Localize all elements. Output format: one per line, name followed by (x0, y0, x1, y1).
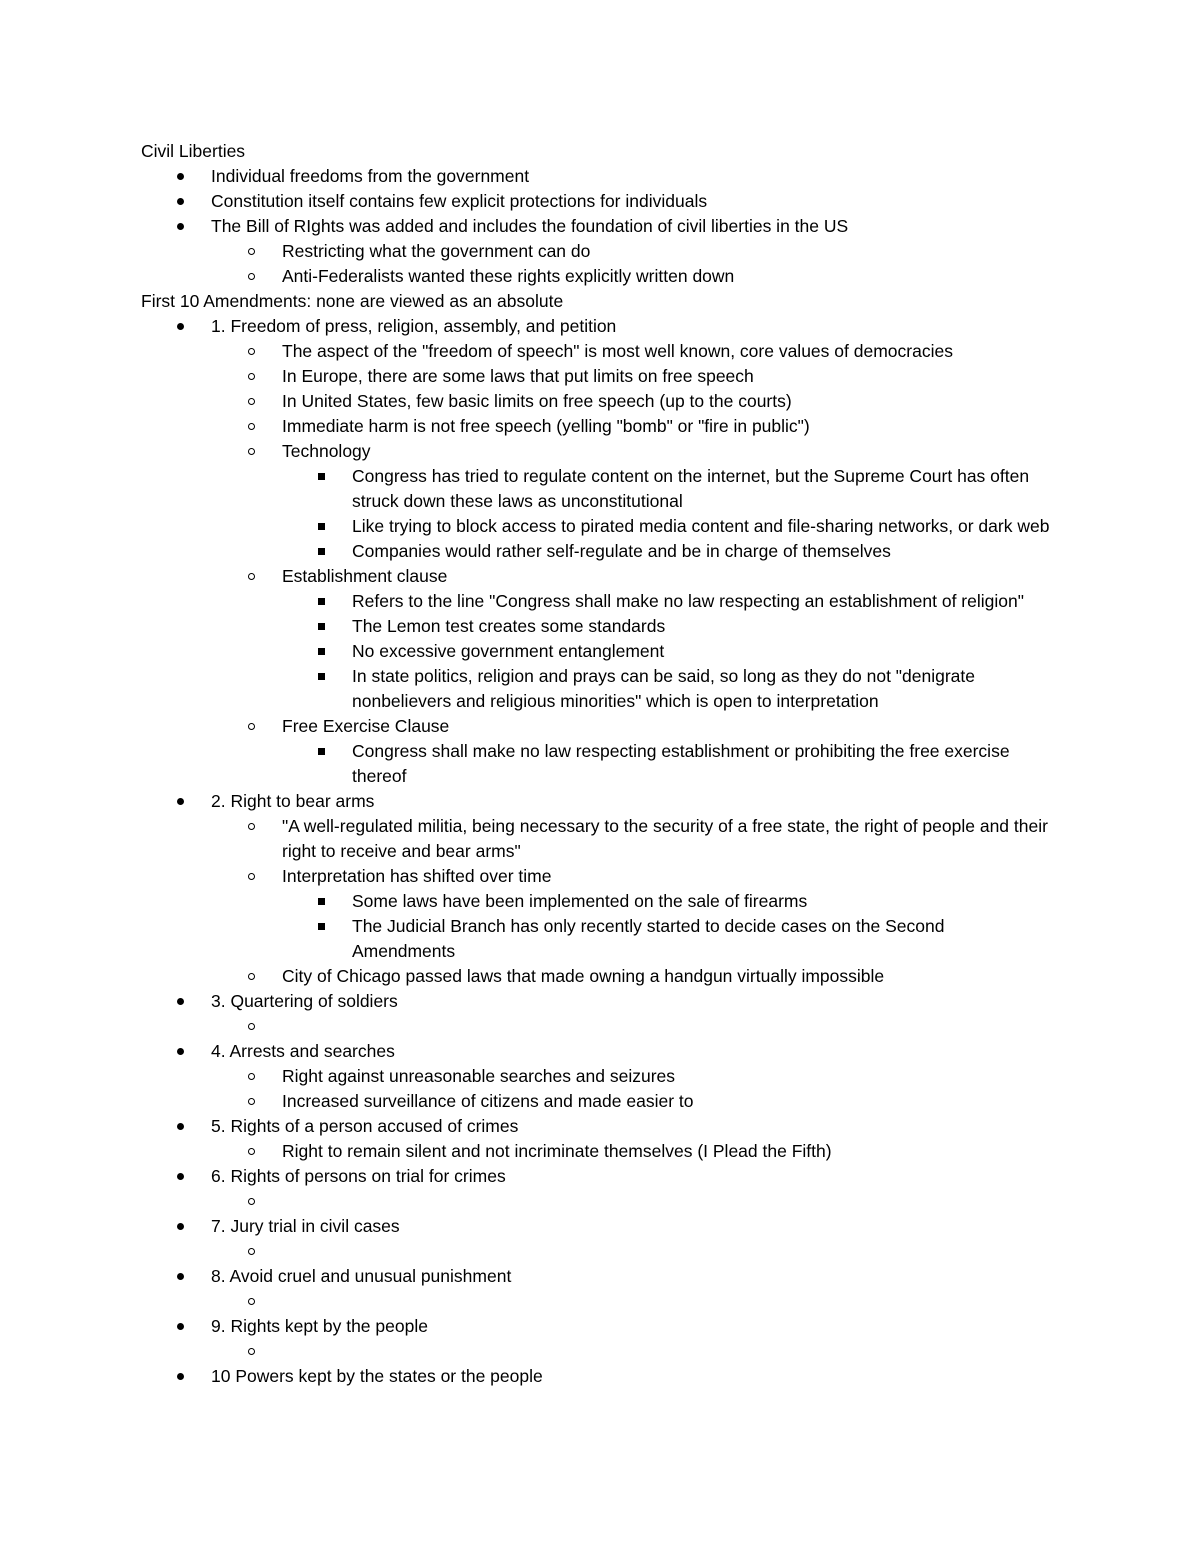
filled-circle-bullet-icon (177, 1123, 184, 1130)
list-item (0, 1214, 1200, 1239)
document-body (0, 139, 1200, 1389)
list-item-text: Anti-Federalists wanted these rights explicitly written down (282, 266, 735, 286)
list-item-text: Right against unreasonable searches and seizures (282, 1066, 676, 1086)
list-item-text: Technology (282, 441, 371, 461)
list-item-text: 6. Rights of persons on trial for crimes (211, 1166, 506, 1186)
hollow-circle-bullet-icon (248, 248, 255, 255)
list-item (0, 414, 1200, 439)
hollow-circle-bullet-icon (248, 423, 255, 430)
list-item-text: 8. Avoid cruel and unusual punishment (211, 1266, 512, 1286)
hollow-circle-bullet-icon (248, 1098, 255, 1105)
list-item (0, 1039, 1200, 1064)
list-item (0, 614, 1200, 639)
hollow-circle-bullet-icon (248, 273, 255, 280)
square-bullet-icon (318, 548, 325, 555)
list-item-text: struck down these laws as unconstitutional (352, 491, 683, 511)
square-bullet-icon (318, 673, 325, 680)
square-bullet-icon (318, 623, 325, 630)
list-item (0, 514, 1200, 539)
filled-circle-bullet-icon (177, 1373, 184, 1380)
list-item (0, 964, 1200, 989)
list-item (0, 1139, 1200, 1164)
list-item-text: 10 Powers kept by the states or the people (211, 1366, 543, 1386)
hollow-circle-bullet-icon (248, 398, 255, 405)
list-item (0, 764, 1200, 789)
list-item (0, 564, 1200, 589)
filled-circle-bullet-icon (177, 323, 184, 330)
list-item (0, 1264, 1200, 1289)
list-item-text: Individual freedoms from the government (211, 166, 530, 186)
list-item (0, 1189, 1200, 1214)
list-item-text: The aspect of the "freedom of speech" is most well known, core values of democracies (282, 341, 953, 361)
hollow-circle-bullet-icon (248, 1073, 255, 1080)
list-item-text: City of Chicago passed laws that made owning a handgun virtually impossible (282, 966, 885, 986)
heading-text: First 10 Amendments: none are viewed as an absolute (141, 291, 564, 311)
list-item-text: Companies would rather self-regulate and be in charge of themselves (352, 541, 891, 561)
filled-circle-bullet-icon (177, 198, 184, 205)
list-item (0, 464, 1200, 489)
list-item-text: The Judicial Branch has only recently started to decide cases on the Second (352, 916, 945, 936)
hollow-circle-bullet-icon (248, 573, 255, 580)
square-bullet-icon (318, 523, 325, 530)
list-item-text: Increased surveillance of citizens and made easier to (282, 1091, 694, 1111)
list-item-text: right to receive and bear arms" (282, 841, 521, 861)
list-item (0, 439, 1200, 464)
hollow-circle-bullet-icon (248, 1198, 255, 1205)
list-item (0, 1239, 1200, 1264)
list-item-text: In state politics, religion and prays can be said, so long as they do not "denigrate (352, 666, 975, 686)
list-item-text: 4. Arrests and searches (211, 1041, 395, 1061)
list-item (0, 914, 1200, 939)
square-bullet-icon (318, 473, 325, 480)
list-item-text: Like trying to block access to pirated media content and file-sharing networks, or dark web (352, 516, 1050, 536)
list-item-text: In Europe, there are some laws that put limits on free speech (282, 366, 754, 386)
list-item-text: 9. Rights kept by the people (211, 1316, 428, 1336)
list-item-text: 5. Rights of a person accused of crimes (211, 1116, 519, 1136)
list-item-text: The Bill of RIghts was added and includes the foundation of civil liberties in the US (211, 216, 849, 236)
list-item (0, 239, 1200, 264)
list-item (0, 1014, 1200, 1039)
list-item-text: No excessive government entanglement (352, 641, 665, 661)
list-item (0, 664, 1200, 689)
hollow-circle-bullet-icon (248, 348, 255, 355)
section-heading (0, 139, 1200, 164)
list-item-text: In United States, few basic limits on free speech (up to the courts) (282, 391, 792, 411)
hollow-circle-bullet-icon (248, 1348, 255, 1355)
square-bullet-icon (318, 898, 325, 905)
filled-circle-bullet-icon (177, 1048, 184, 1055)
list-item-text: 1. Freedom of press, religion, assembly, and petition (211, 316, 617, 336)
hollow-circle-bullet-icon (248, 1148, 255, 1155)
filled-circle-bullet-icon (177, 998, 184, 1005)
list-item (0, 489, 1200, 514)
filled-circle-bullet-icon (177, 223, 184, 230)
list-item (0, 1339, 1200, 1364)
heading-text: Civil Liberties (141, 141, 246, 161)
hollow-circle-bullet-icon (248, 723, 255, 730)
list-item (0, 989, 1200, 1014)
list-item (0, 639, 1200, 664)
filled-circle-bullet-icon (177, 1223, 184, 1230)
list-item (0, 339, 1200, 364)
list-item (0, 164, 1200, 189)
list-item (0, 189, 1200, 214)
list-item-text: Free Exercise Clause (282, 716, 450, 736)
list-item-text: Congress has tried to regulate content on the internet, but the Supreme Court has often (352, 466, 1030, 486)
list-item (0, 889, 1200, 914)
list-item (0, 814, 1200, 839)
list-item (0, 1089, 1200, 1114)
list-item-text: Congress shall make no law respecting establishment or prohibiting the free exercise (352, 741, 1010, 761)
list-item-text: 3. Quartering of soldiers (211, 991, 398, 1011)
list-item (0, 1164, 1200, 1189)
list-item-text: 7. Jury trial in civil cases (211, 1216, 400, 1236)
list-item (0, 1289, 1200, 1314)
hollow-circle-bullet-icon (248, 823, 255, 830)
list-item (0, 1364, 1200, 1389)
list-item-text: 2. Right to bear arms (211, 791, 375, 811)
list-item-text: nonbelievers and religious minorities" which is open to interpretation (352, 691, 879, 711)
hollow-circle-bullet-icon (248, 373, 255, 380)
square-bullet-icon (318, 598, 325, 605)
list-item-text: Amendments (352, 941, 456, 961)
list-item-text: Establishment clause (282, 566, 448, 586)
list-item (0, 1114, 1200, 1139)
hollow-circle-bullet-icon (248, 1248, 255, 1255)
list-item (0, 264, 1200, 289)
list-item (0, 864, 1200, 889)
hollow-circle-bullet-icon (248, 1023, 255, 1030)
list-item (0, 689, 1200, 714)
list-item-text: "A well-regulated militia, being necessary to the security of a free state, the right of people and their (282, 816, 1048, 836)
list-item (0, 1064, 1200, 1089)
list-item (0, 539, 1200, 564)
list-item-text: Right to remain silent and not incriminate themselves (I Plead the Fifth) (282, 1141, 832, 1161)
filled-circle-bullet-icon (177, 1173, 184, 1180)
list-item (0, 939, 1200, 964)
square-bullet-icon (318, 748, 325, 755)
list-item-text: Immediate harm is not free speech (yelling "bomb" or "fire in public") (282, 416, 810, 436)
list-item-text: thereof (352, 766, 407, 786)
list-item (0, 739, 1200, 764)
list-item (0, 789, 1200, 814)
filled-circle-bullet-icon (177, 1323, 184, 1330)
filled-circle-bullet-icon (177, 1273, 184, 1280)
square-bullet-icon (318, 648, 325, 655)
filled-circle-bullet-icon (177, 173, 184, 180)
list-item (0, 1314, 1200, 1339)
hollow-circle-bullet-icon (248, 873, 255, 880)
list-item (0, 714, 1200, 739)
square-bullet-icon (318, 923, 325, 930)
list-item (0, 214, 1200, 239)
hollow-circle-bullet-icon (248, 973, 255, 980)
list-item (0, 364, 1200, 389)
list-item-text: The Lemon test creates some standards (352, 616, 666, 636)
section-heading (0, 289, 1200, 314)
hollow-circle-bullet-icon (248, 1298, 255, 1305)
hollow-circle-bullet-icon (248, 448, 255, 455)
list-item (0, 839, 1200, 864)
list-item (0, 589, 1200, 614)
list-item-text: Refers to the line "Congress shall make no law respecting an establishment of religion" (352, 591, 1024, 611)
list-item (0, 314, 1200, 339)
list-item (0, 389, 1200, 414)
list-item-text: Interpretation has shifted over time (282, 866, 552, 886)
list-item-text: Some laws have been implemented on the sale of firearms (352, 891, 808, 911)
filled-circle-bullet-icon (177, 798, 184, 805)
list-item-text: Constitution itself contains few explicit protections for individuals (211, 191, 708, 211)
list-item-text: Restricting what the government can do (282, 241, 591, 261)
